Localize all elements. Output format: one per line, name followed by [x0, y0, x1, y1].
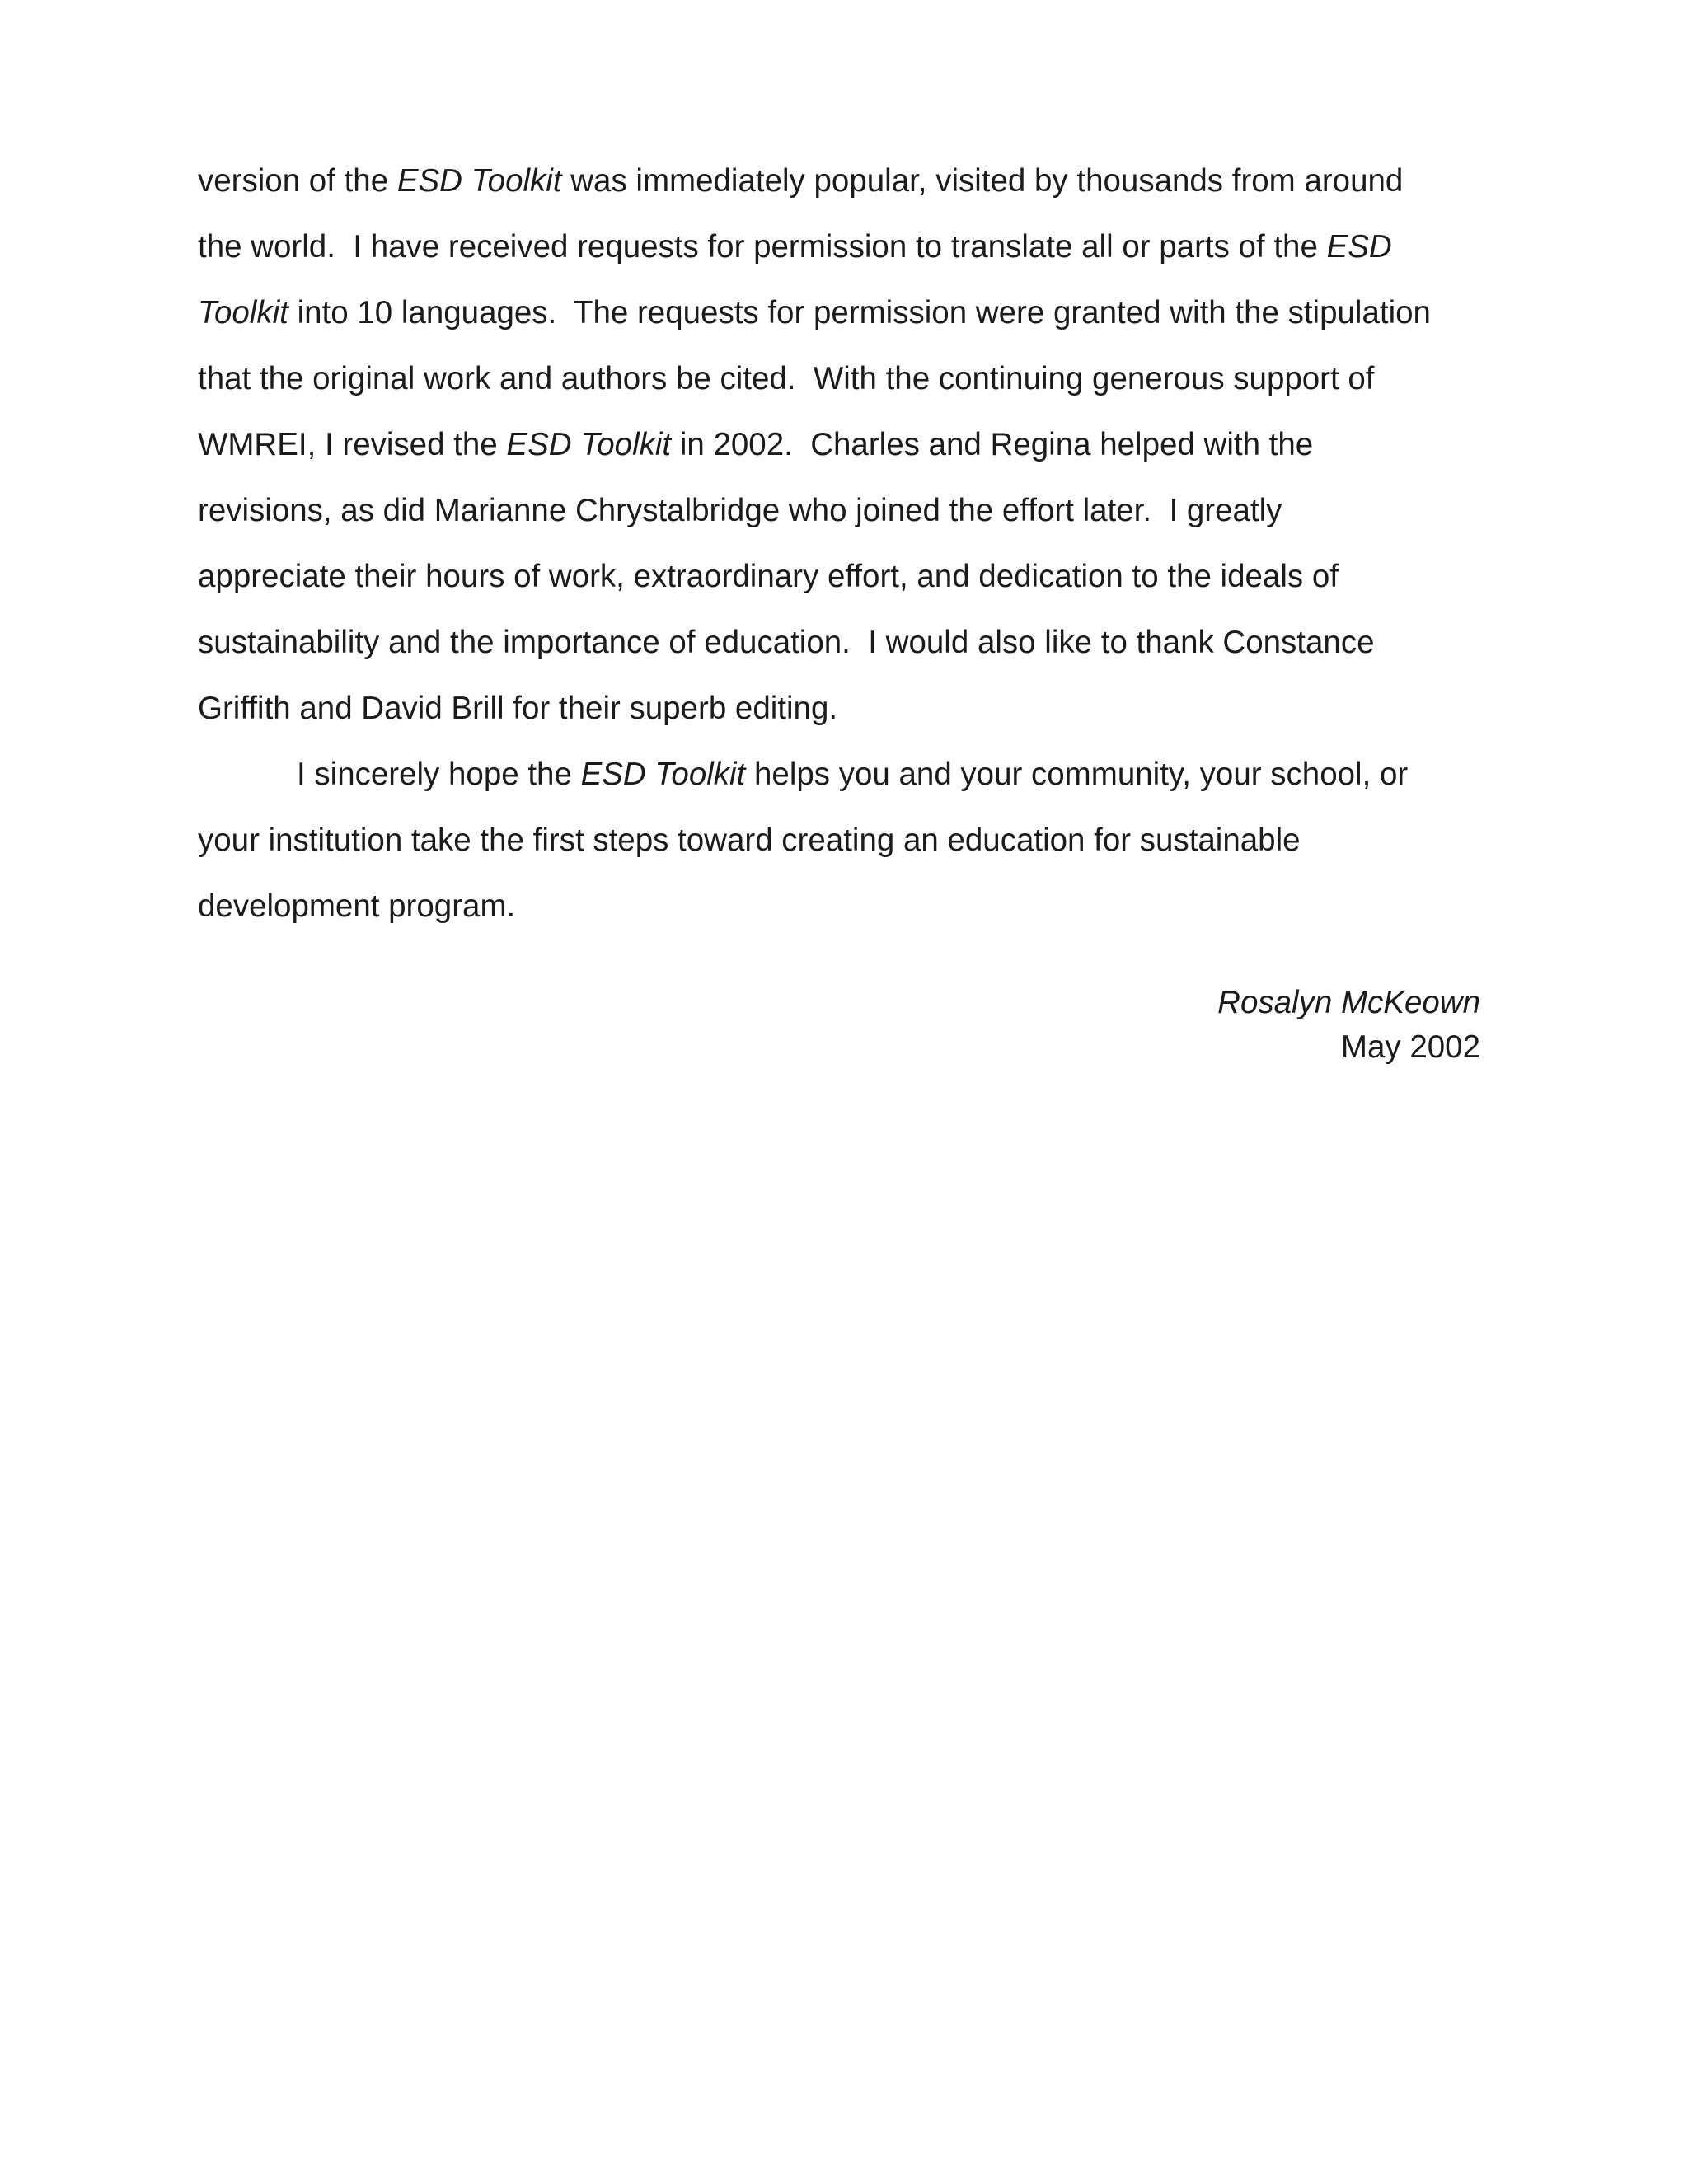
text-run: I sincerely hope the [297, 757, 581, 792]
text-line [198, 478, 1500, 544]
text-line [198, 346, 1500, 412]
text-line [198, 544, 1500, 610]
text-run: into 10 languages. The requests for permission were granted with the stipulation [288, 295, 1431, 330]
text-run: revisions, as did Marianne Chrystalbridge who joined the effort later. I greatly [198, 493, 1282, 528]
text-run: development program. [198, 888, 516, 924]
text-run: your institution take the first steps toward creating an education for sustainable [198, 823, 1301, 858]
italic-title-run: ESD [1326, 229, 1392, 265]
paragraph-closing-hope [198, 742, 1500, 940]
text-line [198, 676, 1500, 742]
text-run: WMREI, I revised the [198, 427, 507, 462]
text-line [198, 148, 1500, 214]
text-run: in 2002. Charles and Regina helped with the [671, 427, 1314, 462]
text-run: the world. I have received requests for permission to translate all or parts of the [198, 229, 1327, 265]
text-run: appreciate their hours of work, extraordinary effort, and dedication to the ideals of [198, 559, 1339, 594]
author-name: Rosalyn McKeown [1217, 985, 1480, 1020]
text-line [198, 214, 1500, 280]
text-run: Griffith and David Brill for their superb editing. [198, 691, 838, 726]
text-run: was immediately popular, visited by thousands from around [561, 163, 1404, 199]
text-run: that the original work and authors be cited. With the continuing generous support of [198, 361, 1375, 396]
text-line [198, 874, 1500, 940]
italic-title-run: ESD Toolkit [580, 757, 746, 792]
signature-date: May 2002 [1340, 1029, 1480, 1065]
text-line [198, 412, 1500, 478]
text-run: helps you and your community, your school, or [745, 757, 1409, 792]
text-line [198, 280, 1500, 346]
text-line [198, 808, 1500, 874]
italic-title-run: ESD Toolkit [396, 163, 562, 199]
body-text [198, 148, 1500, 940]
text-run: sustainability and the importance of education. I would also like to thank Constance [198, 625, 1375, 660]
italic-title-run: Toolkit [198, 295, 288, 330]
text-run: version of the [198, 163, 397, 199]
italic-title-run: ESD Toolkit [506, 427, 672, 462]
signature-block [1217, 981, 1480, 1070]
paragraph-acknowledgements [198, 148, 1500, 742]
text-line-indented [198, 742, 1500, 808]
text-line [198, 610, 1500, 676]
